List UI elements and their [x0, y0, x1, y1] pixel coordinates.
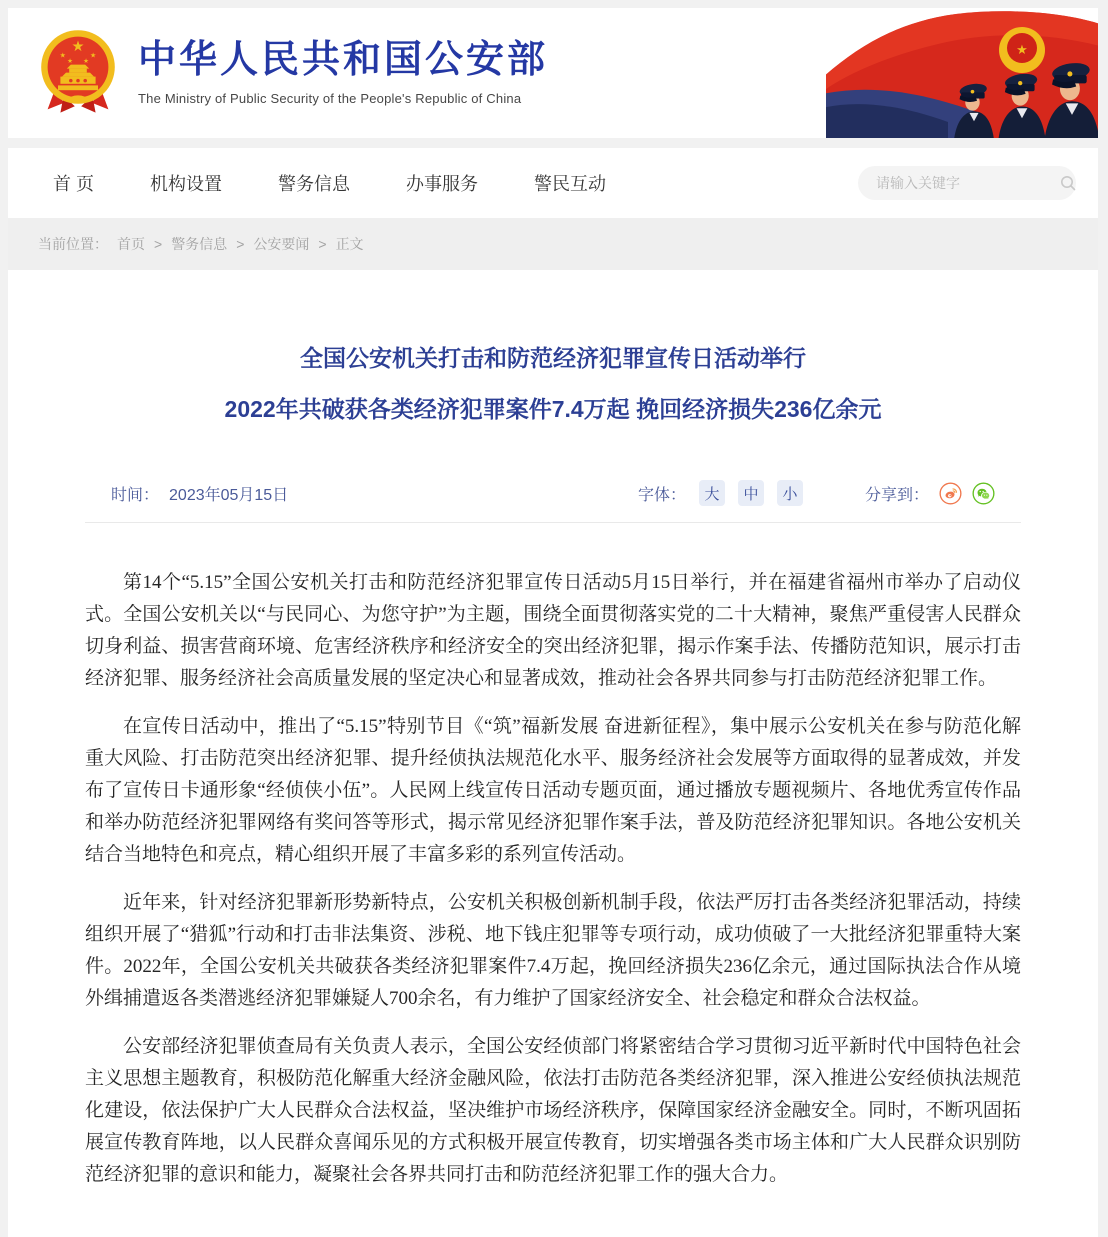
main-nav: [8, 148, 1098, 218]
time-value: 2023年05月15日: [169, 486, 289, 504]
font-size-medium-button[interactable]: 中: [738, 480, 764, 506]
breadcrumb-separator: >: [154, 236, 163, 252]
svg-text:★: ★: [89, 49, 97, 59]
weibo-share-icon[interactable]: [939, 482, 962, 505]
breadcrumb-separator: >: [236, 236, 245, 252]
nav-item-police-info[interactable]: 警务信息: [278, 174, 351, 194]
article-body: [85, 567, 1021, 1191]
article-title: [85, 340, 1021, 428]
nav-item-services[interactable]: 办事服务: [406, 174, 479, 194]
site-title: 中华人民共和国公安部: [138, 39, 549, 82]
breadcrumb-label: 当前位置：: [38, 236, 108, 252]
site-header: [8, 8, 1098, 138]
nav-item-orgs[interactable]: 机构设置: [150, 174, 223, 194]
breadcrumb-item-police-info[interactable]: 警务信息: [171, 236, 228, 252]
share-label: 分享到：: [864, 486, 929, 504]
search-icon[interactable]: [1059, 174, 1077, 192]
breadcrumb-item-news[interactable]: 公安要闻: [253, 236, 310, 252]
article-paragraph: 公安部经济犯罪侦查局有关负责人表示，全国公安经侦部门将紧密结合学习贯彻习近平新时代中国特色社会主义思想主题教育，积极防范化解重大经济金融风险，依法打击防范各类经济犯罪，深入推进公安经侦执法规范化建设，依法保护广大人民群众合法权益，坚决维护市场经济秩序，保障国家经济金融安全。同时，不断巩固拓展宣传教育阵地，以人民群众喜闻乐见的方式积极开展宣传教育，切实增强各类市场主体和广大人民群众识别防范经济犯罪的意识和能力，凝聚社会各界共同打击和防范经济犯罪工作的强大合力。: [85, 1036, 1021, 1185]
search-box[interactable]: [858, 166, 1076, 200]
nav-items: [53, 170, 606, 196]
article-title-line1: 全国公安机关打击和防范经济犯罪宣传日活动举行: [300, 345, 806, 371]
svg-text:★: ★: [59, 49, 67, 59]
font-size-label: 字体：: [637, 486, 686, 504]
article-meta-bar: [85, 480, 1021, 523]
svg-text:★: ★: [67, 57, 73, 65]
publish-time: [111, 482, 288, 505]
nav-item-home[interactable]: 首 页: [53, 174, 95, 194]
national-emblem-logo: [38, 27, 118, 120]
article-card: [8, 270, 1098, 1237]
breadcrumb-item-home[interactable]: 首页: [117, 236, 145, 252]
search-input[interactable]: [874, 174, 1059, 192]
svg-text:★: ★: [1016, 42, 1028, 57]
font-size-small-button[interactable]: 小: [777, 480, 803, 506]
police-officers-banner: [826, 8, 1098, 138]
breadcrumb-separator: >: [318, 236, 327, 252]
article-paragraph: 第14个“5.15”全国公安机关打击和防范经济犯罪宣传日活动5月15日举行，并在福建省福州市举办了启动仪式。全国公安机关以“与民同心、为您守护”为主题，围绕全面贯彻落实党的二十大精神，聚焦严重侵害人民群众切身利益、损害营商环境、危害经济秩序和经济安全的突出经济犯罪，揭示作案手法、传播防范知识，展示打击经济犯罪、服务经济社会高质量发展的坚定决心和显著成效，推动社会各界共同参与打击防范经济犯罪工作。: [85, 572, 1021, 689]
site-title-block: [138, 40, 548, 106]
svg-text:★: ★: [71, 38, 85, 55]
wechat-share-icon[interactable]: [972, 482, 995, 505]
site-subtitle: The Ministry of Public Security of the People's Republic of China: [138, 90, 522, 106]
svg-text:★: ★: [83, 57, 89, 65]
font-size-large-button[interactable]: 大: [699, 480, 725, 506]
nav-item-interaction[interactable]: 警民互动: [534, 174, 607, 194]
time-label: 时间：: [111, 486, 160, 504]
breadcrumb-item-current: 正文: [335, 236, 364, 252]
meta-tools: [638, 480, 995, 506]
article-paragraph: 近年来，针对经济犯罪新形势新特点，公安机关积极创新机制手段，依法严厉打击各类经济犯罪活动，持续组织开展了“猎狐”行动和打击非法集资、涉税、地下钱庄犯罪等专项行动，成功侦破了一大批经济犯罪重特大案件。2022年，全国公安机关共破获各类经济犯罪案件7.4万起，挽回经济损失236亿余元，通过国际执法合作从境外缉捕遣返各类潜逃经济犯罪嫌疑人700余名，有力维护了国家经济安全、社会稳定和群众合法权益。: [85, 892, 1021, 1009]
article-paragraph: 在宣传日活动中，推出了“5.15”特别节目《“筑”福新发展 奋进新征程》，集中展示公安机关在参与防范化解重大风险、打击防范突出经济犯罪、提升经侦执法规范化水平、服务经济社会发展等方面取得的显著成效，并发布了宣传日卡通形象“经侦侠小伍”。人民网上线宣传日活动专题页面，通过播放专题视频片、各地优秀宣传作品和举办防范经济犯罪网络有奖问答等形式，揭示常见经济犯罪作案手法，普及防范经济犯罪知识。各地公安机关结合当地特色和亮点，精心组织开展了丰富多彩的系列宣传活动。: [85, 716, 1021, 865]
site-branding: [8, 27, 548, 120]
article-title-line2: 2022年共破获各类经济犯罪案件7.4万起 挽回经济损失236亿余元: [224, 396, 882, 422]
breadcrumb: [8, 218, 1098, 270]
